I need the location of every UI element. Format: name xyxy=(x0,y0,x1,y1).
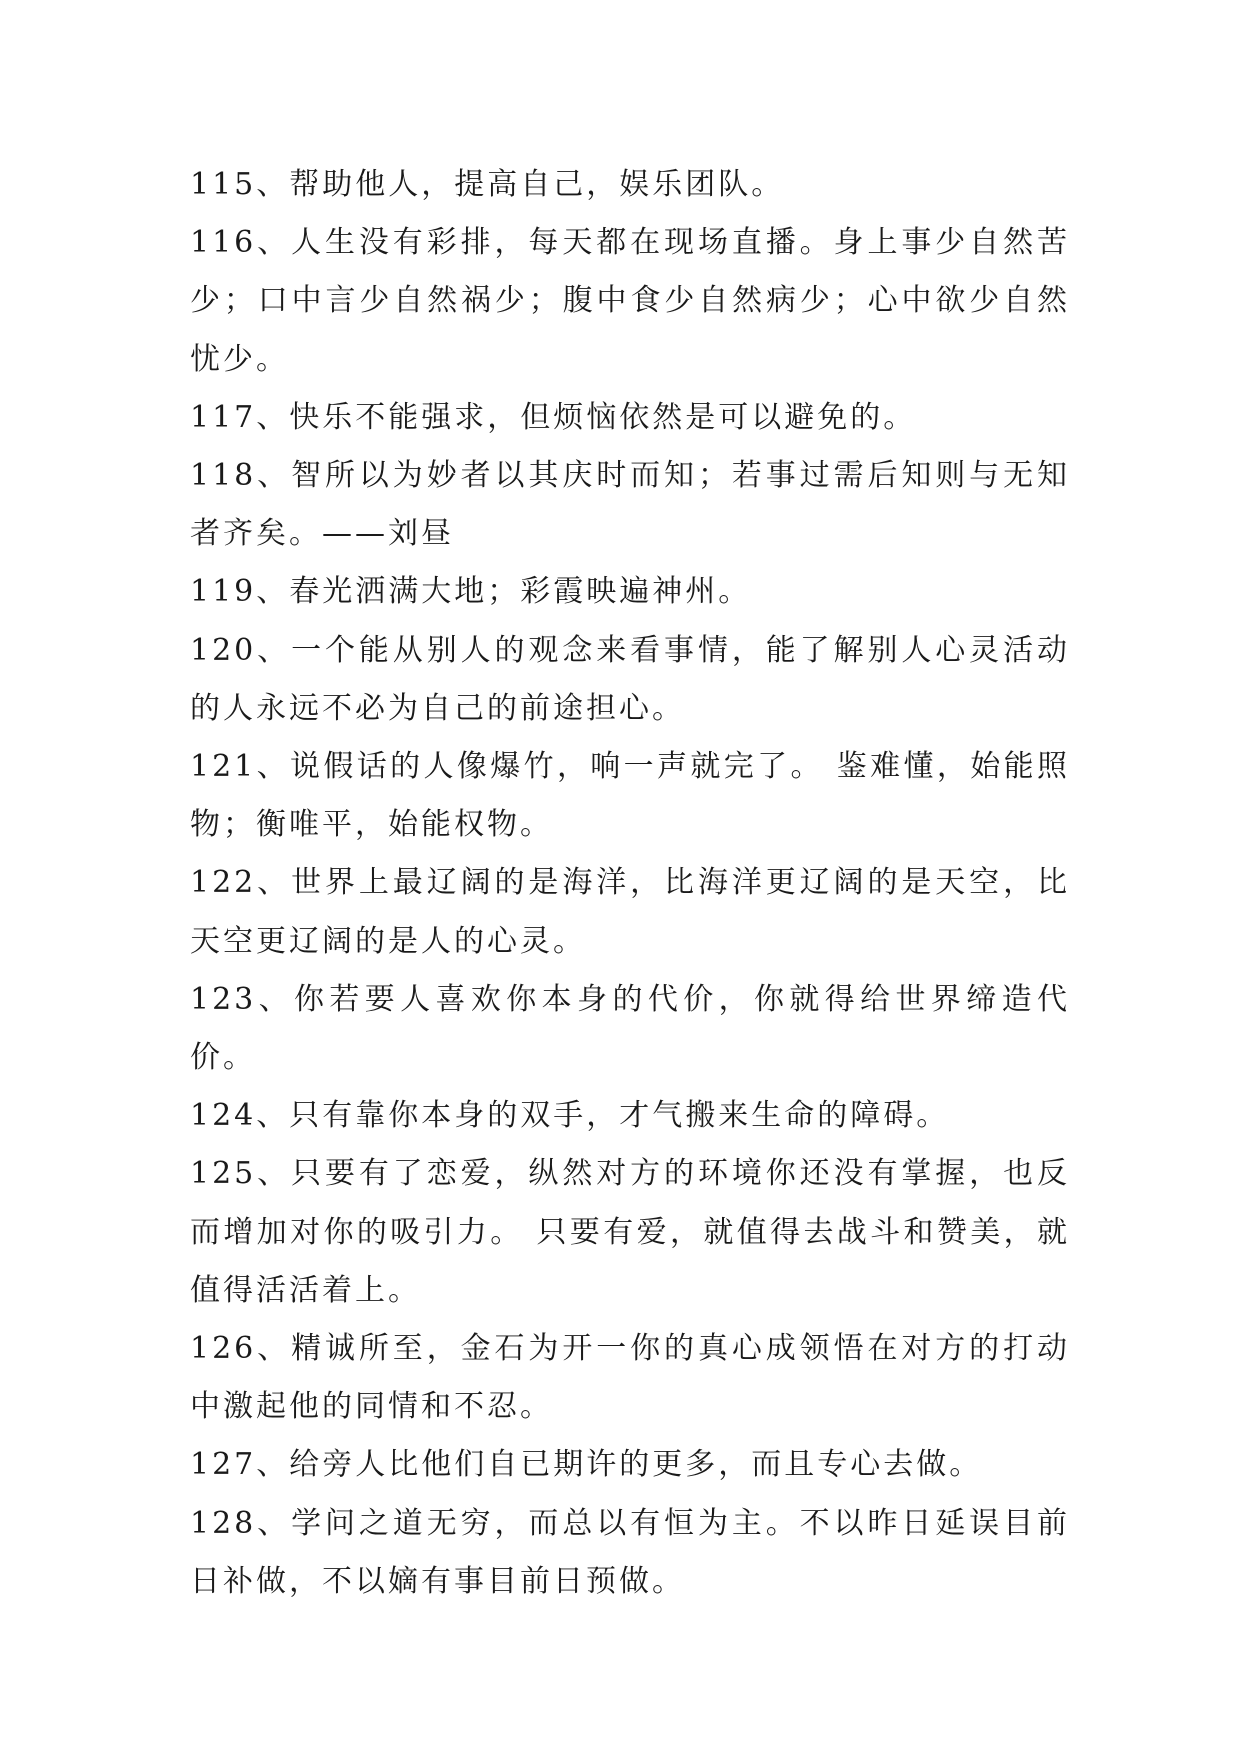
quote-128: 128、学问之道无穷，而总以有恒为主。不以昨日延误目前日补做，不以嫡有事目前日预做。 xyxy=(190,1505,1070,1599)
quote-123: 123、你若要人喜欢你本身的代价，你就得给世界缔造代价。 xyxy=(190,981,1070,1076)
quote-115: 115、帮助他人，提高自己，娱乐团队。 xyxy=(190,167,785,202)
quote-124: 124、只有靠你本身的双手，才气搬来生命的障碍。 xyxy=(190,1098,950,1134)
quote-126: 126、精诚所至，金石为开一你的真心成领悟在对方的打动中激起他的同情和不忍。 xyxy=(190,1331,1070,1425)
quote-121: 121、说假话的人像爆竹，响一声就完了。 鉴难懂，始能照物；衡唯平，始能权物。 xyxy=(190,749,1070,843)
quote-120: 120、一个能从别人的观念来看事情，能了解别人心灵活动的人永远不必为自己的前途担心。 xyxy=(190,632,1070,726)
quote-119: 119、春光洒满大地；彩霞映遍神州。 xyxy=(190,574,752,610)
quote-117: 117、快乐不能强求，但烦恼依然是可以避免的。 xyxy=(190,399,917,435)
quote-list xyxy=(190,156,1070,1611)
quote-118: 118、智所以为妙者以其庆时而知；若事过需后知则与无知者齐矣。——刘昼 xyxy=(190,458,1070,552)
quote-125: 125、只要有了恋爱，纵然对方的环境你还没有掌握，也反而增加对你的吸引力。 只要有爱，就值得去战斗和赞美，就值得活活着上。 xyxy=(190,1156,1070,1308)
quote-116: 116、人生没有彩排，每天都在现场直播。身上事少自然苦少；口中言少自然祸少；腹中食少自然病少；心中欲少自然忧少。 xyxy=(190,225,1070,377)
quote-127: 127、给旁人比他们自已期许的更多，而且专心去做。 xyxy=(190,1447,983,1483)
quote-122: 122、世界上最辽阔的是海洋，比海洋更辽阔的是天空，比天空更辽阔的是人的心灵。 xyxy=(190,865,1070,959)
